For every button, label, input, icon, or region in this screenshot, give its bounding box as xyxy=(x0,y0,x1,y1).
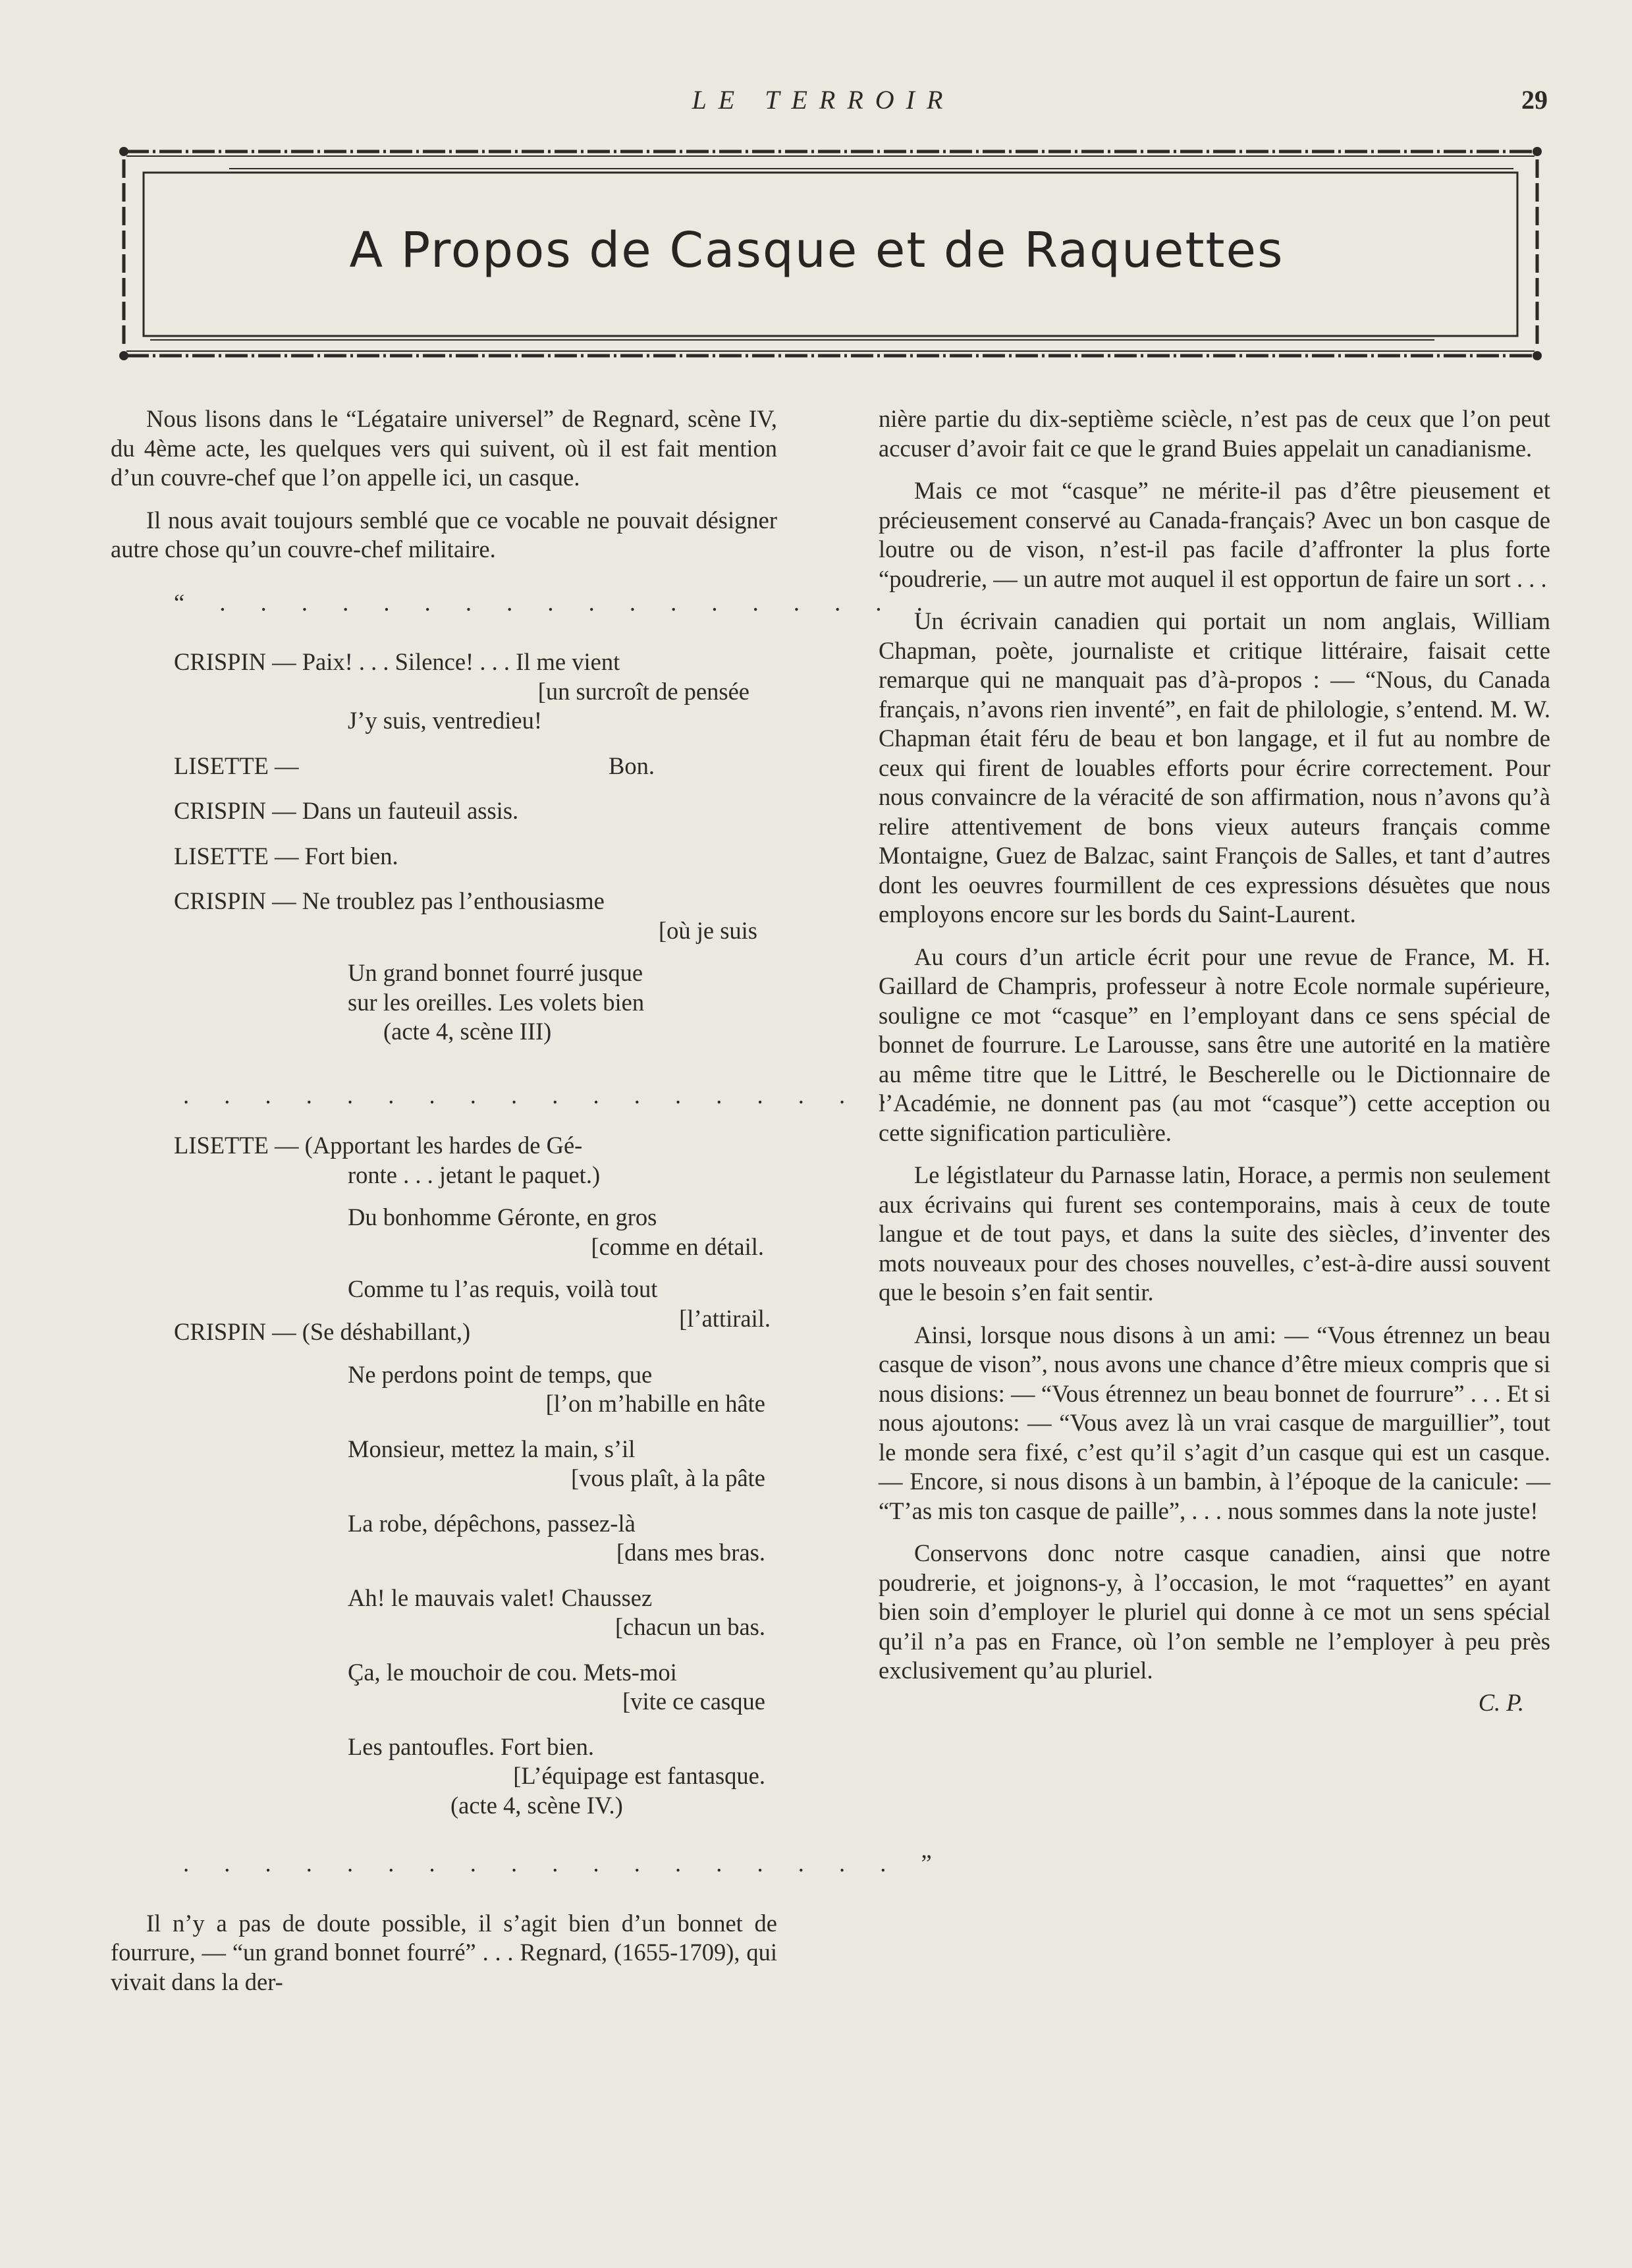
right-paragraph-3: Un écrivain canadien qui portait un nom anglais, William Chapman, poète, journaliste et critique littéraire, faisait cette remarque qui ne manquait pas d’à-propos : — “Nous, du Canada français, n’avons rien inventé”, en fait de philologie, s’entend. M. W. Chapman était féru de beau et bon langage, et il fut au nombre de ceux qui firent de louables efforts pour écrire correctement. Pour nous convaincre de la véracité de son affirmation, nous n’avons qu’à relire attentivement de bons vieux auteurs français comme Montaigne, Guez de Balzac, saint François de Salles, et tant d’autres dont les oeuvres fourmillent de ces expressions désuètes que nous employons encore sur les bords du Saint-Laurent. xyxy=(879,607,1550,927)
verse-line: [comme en détail. xyxy=(591,1232,764,1260)
verse-line: [l’attirail. xyxy=(679,1304,771,1332)
verse-line: CRISPIN — Ne troublez pas l’enthousiasme xyxy=(174,887,605,914)
verse-line: [dans mes bras. xyxy=(616,1539,765,1566)
verse-quote-3 xyxy=(174,1360,777,1821)
verse-line: [vite ce casque xyxy=(622,1688,765,1715)
right-paragraph-4: Au cours d’un article écrit pour une revue de France, M. H. Gaillard de Champris, professeur à notre Ecole normale supérieure, souligne ce mot “casque” en l’employant dans ce sens spécial de bonnet de fourrure. Le Larousse, sans être une autorité en la matière au même titre que le Littré, le Bescherelle ou le Dictionnaire de l’Académie, ne donnent pas (au mot “casque”) cette acception ou cette signification particulière. xyxy=(879,943,1550,1146)
intro-paragraph-1: Nous lisons dans le “Légataire universel” de Regnard, scène IV, du 4ème acte, les quelques vers qui suivent, où il est fait mention d’un couvre-chef que l’on appelle ici, un casque. xyxy=(111,405,777,491)
verse-line: sur les oreilles. Les volets bien xyxy=(348,988,645,1016)
ellipsis-closing: . . . . . . . . . . . . . . . . . . ” xyxy=(183,1850,946,1877)
right-paragraph-1: nière partie du dix-septième sciècle, n’est pas de ceux que l’on peut accuser d’avoir fait ce que le grand Buies appelait un canadianisme. xyxy=(879,405,1550,462)
speaker-lisette: LISETTE — xyxy=(174,752,299,779)
intro-paragraph-2: Il nous avait toujours semblé que ce vocable ne pouvait désigner autre chose qu’un couvre-chef militaire. xyxy=(111,506,777,563)
verse-line: Ah! le mauvais valet! Chaussez xyxy=(348,1584,653,1611)
left-column xyxy=(111,404,946,1997)
verse-line: [un surcroît de pensée xyxy=(537,677,749,705)
running-head xyxy=(0,84,1632,124)
right-paragraph-7: Conservons donc notre casque canadien, ainsi que notre poudrerie, et joignons-y, à l’occasion, le mot “raquettes” en ayant bien soin d’employer le pluriel qui donne à ce mot un sens spécial qu’il n’a pas en France, où l’on semble ne l’employer à peu près exclusivement qu’au pluriel. xyxy=(879,1539,1550,1684)
verse-line: [l’on m’habille en hâte xyxy=(545,1390,765,1417)
verse-line: Les pantoufles. Fort bien. xyxy=(348,1732,595,1760)
page-number: 29 xyxy=(1521,85,1548,115)
verse-line: CRISPIN — (Se déshabillant,) xyxy=(174,1318,471,1345)
verse-line: LISETTE — Fort bien. xyxy=(174,842,398,870)
verse-line xyxy=(174,752,777,781)
verse-quote-2 xyxy=(174,1131,777,1333)
left-closing-paragraph: Il n’y a pas de doute possible, il s’agit bien d’un bonnet de fourrure, — “un grand bonnet fourré” . . . Regnard, (1655-1709), qui vivait dans la der- xyxy=(111,1909,777,1995)
verse-line: Monsieur, mettez la main, s’il xyxy=(348,1435,636,1462)
verse-line: (acte 4, scène III) xyxy=(383,1018,552,1045)
verse-line: (acte 4, scène IV.) xyxy=(450,1791,623,1819)
article-title: A Propos de Casque et de Raquettes xyxy=(349,222,1284,279)
verse-line: La robe, dépêchons, passez-là xyxy=(348,1509,636,1537)
verse-line: Comme tu l’as requis, voilà tout xyxy=(348,1275,658,1302)
verse-line: J’y suis, ventredieu! xyxy=(348,707,542,734)
verse-line: [chacun un bas. xyxy=(614,1613,765,1640)
right-paragraph-2: Mais ce mot “casque” ne mérite-il pas d’être pieusement et précieusement conservé au Canada-français? Avec un bon casque de loutre ou de vison, n’est-il pas facile d’affronter la plus forte “poudrerie, — un autre mot auquel il est opportun de faire un sort . . . xyxy=(879,477,1550,592)
verse-line: [L’équipage est fantasque. xyxy=(513,1762,765,1789)
verse-line: CRISPIN — Dans un fauteuil assis. xyxy=(174,797,519,824)
verse-line: [où je suis xyxy=(658,916,757,944)
verse-line: Du bonhomme Géronte, en gros xyxy=(348,1203,657,1231)
verse-word: Bon. xyxy=(609,752,655,779)
verse-line: CRISPIN — Paix! . . . Silence! . . . Il me vient xyxy=(174,648,620,675)
verse-quote-1 xyxy=(174,648,777,1047)
journal-name: LE TERROIR xyxy=(692,85,955,115)
right-paragraph-6: Ainsi, lorsque nous disons à un ami: — “Vous étrennez un beau casque de vison”, nous avons une chance d’être mieux compris que si nous disions: — “Vous étrennez un beau bonnet de fourrure” . . . Et si nous ajoutons: — “Vous avez là un vrai casque de marguillier”, tout le monde sera fixé, c’est qu’il s’agit d’un casque qui est un casque. — Encore, si nous disons à un bambin, à l’époque de la canicule: — “T’as mis ton casque de paille”, . . . nous sommes dans la note juste! xyxy=(879,1321,1550,1524)
verse-line: [vous plaît, à la pâte xyxy=(571,1464,765,1491)
verse-line: Un grand bonnet fourré jusque xyxy=(348,959,643,986)
verse-line: Ça, le mouchoir de cou. Mets-moi xyxy=(348,1658,677,1686)
ellipsis-middle: . . . . . . . . . . . . . . . . . . . xyxy=(183,1081,942,1109)
author-signature: C. P. xyxy=(1478,1688,1524,1716)
verse-line: ronte . . . jetant le paquet.) xyxy=(348,1161,601,1188)
right-column xyxy=(879,404,1550,1717)
ellipsis-opening: “ . . . . . . . . . . . . . . . . . . xyxy=(174,588,937,616)
verse-line: Ne perdons point de temps, que xyxy=(348,1360,653,1388)
right-paragraph-5: Le légistlateur du Parnasse latin, Horace, a permis non seulement aux écrivains qui furent ses contemporains, mais à ceux de toute langue et de tout pays, et dans la suite des siècles, d’inventer des mots nouveaux pour des choses nouvelles, c’est-à-dire aussi souvent que le besoin s’en fait sentir. xyxy=(879,1161,1550,1306)
verse-line: LISETTE — (Apportant les hardes de Gé- xyxy=(174,1132,583,1159)
